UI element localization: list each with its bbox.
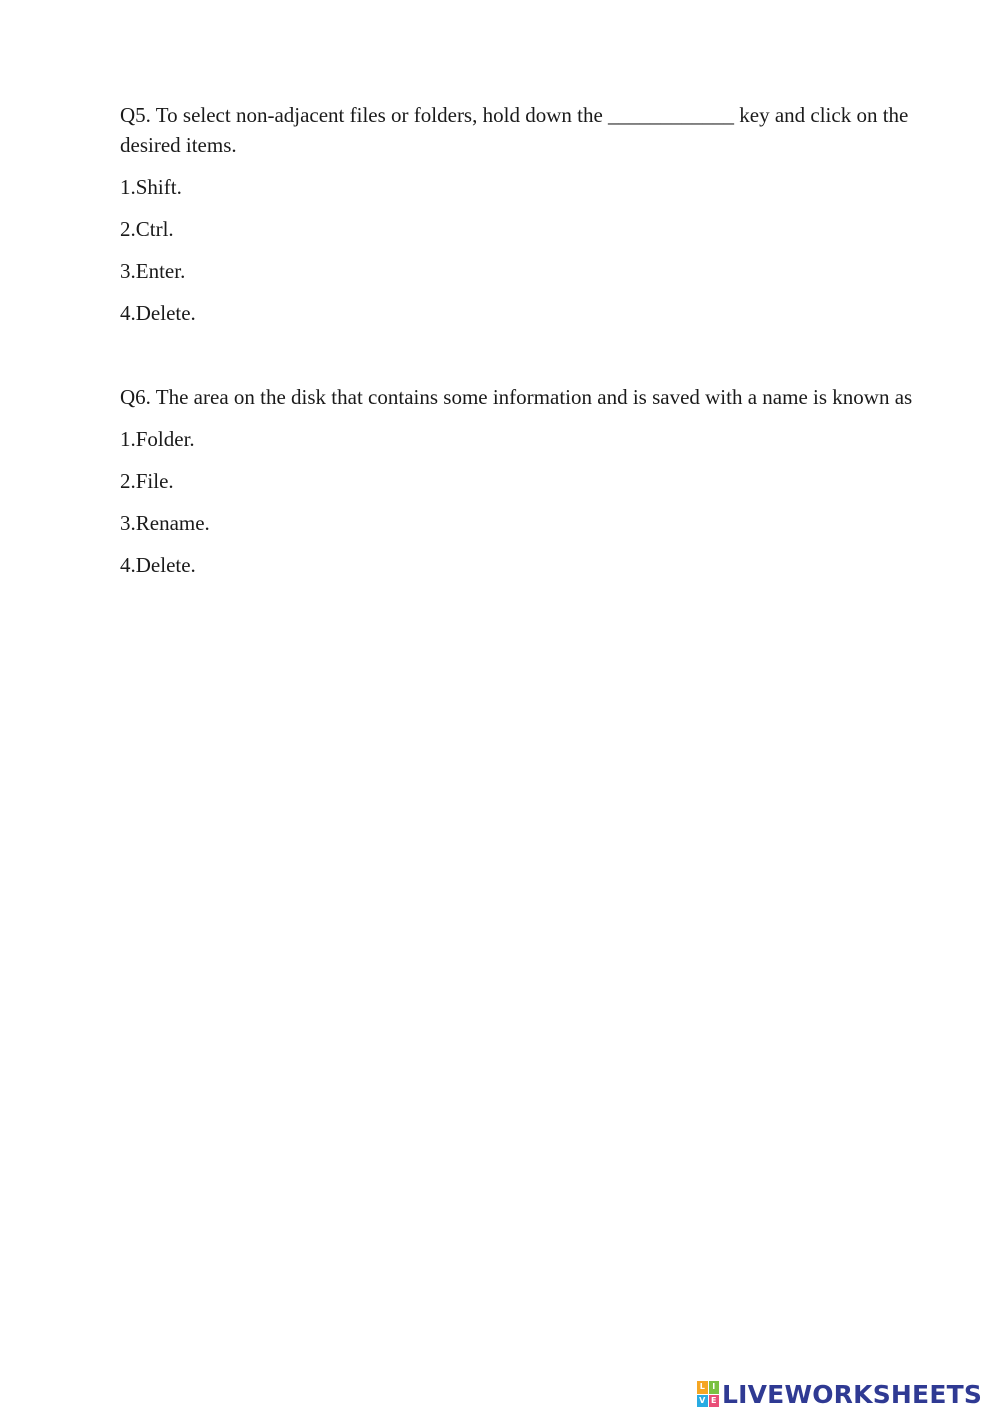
question-6-option-1: 1.Folder. (120, 427, 195, 451)
liveworksheets-logo (697, 1377, 982, 1411)
question-6 (120, 382, 920, 592)
logo-tile-v: V (697, 1395, 708, 1408)
question-5 (120, 100, 920, 340)
question-5-text: Q5. To select non-adjacent files or folders, hold down the ____________ key and click on the desired items. (120, 103, 909, 157)
question-6-text: Q6. The area on the disk that contains some information and is saved with a name is known as (120, 385, 913, 409)
question-5-option-1: 1.Shift. (120, 175, 182, 199)
liveworksheets-logo-icon (697, 1381, 719, 1407)
liveworksheets-logo-text: LIVEWORKSHEETS (722, 1379, 983, 1409)
question-5-option-4: 4.Delete. (120, 301, 196, 325)
logo-tile-i: I (709, 1381, 720, 1394)
logo-tile-e: E (709, 1395, 720, 1408)
question-6-option-2: 2.File. (120, 469, 174, 493)
logo-tile-l: L (697, 1381, 708, 1394)
question-5-option-2: 2.Ctrl. (120, 217, 174, 241)
question-6-option-3: 3.Rename. (120, 511, 210, 535)
question-6-option-4: 4.Delete. (120, 553, 196, 577)
question-5-option-3: 3.Enter. (120, 259, 186, 283)
